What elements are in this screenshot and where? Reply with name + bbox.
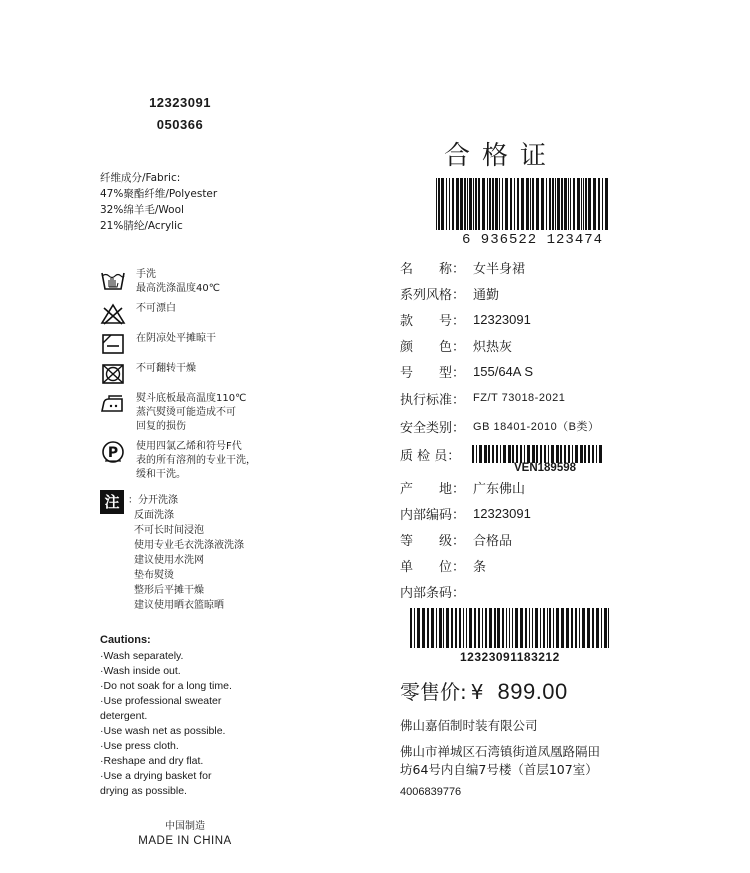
fabric-item: 21%腈纶/Acrylic — [100, 220, 183, 232]
country-of-origin — [100, 819, 270, 847]
inspector-barcode — [472, 445, 602, 463]
barcode-bar — [495, 178, 498, 230]
barcode-bar — [555, 178, 556, 230]
caution-item: ·Use professional sweater — [100, 695, 222, 707]
product-code: 12323091 — [149, 95, 211, 110]
product-info — [400, 254, 730, 604]
barcode-bar — [512, 445, 514, 463]
care-text: 手洗 最高洗涤温度40℃ — [136, 269, 220, 294]
field-value: 条 — [473, 558, 487, 574]
barcode-bar — [583, 178, 584, 230]
field-label: 内部条码： — [400, 585, 466, 601]
iron-medium-icon — [100, 392, 126, 416]
barcode-bar — [487, 178, 488, 230]
barcode-bar — [532, 178, 534, 230]
barcode-bar — [417, 608, 420, 648]
field-internal-code — [400, 500, 730, 526]
note-badge-icon: 注 — [100, 490, 124, 514]
barcode-bar — [449, 178, 450, 230]
barcode-bar — [599, 445, 602, 463]
barcode-bar — [520, 445, 522, 463]
barcode-bar — [467, 178, 468, 230]
barcode-bar — [520, 608, 523, 648]
barcode-bar — [556, 445, 559, 463]
barcode-bar — [570, 178, 571, 230]
caution-item: detergent. — [100, 710, 148, 722]
barcode-bar — [464, 178, 466, 230]
barcode-bar — [571, 608, 573, 648]
care-row — [100, 268, 360, 296]
barcode-bar — [488, 445, 490, 463]
company-address: 佛山市禅城区石湾镇街道凤凰路隔田 — [400, 744, 601, 759]
notes-list — [128, 490, 244, 613]
price-label: 零售价: — [400, 680, 467, 704]
cautions-title: Cautions: — [100, 634, 151, 646]
barcode-bar — [427, 608, 429, 648]
barcode-bar — [577, 178, 580, 230]
caution-item: ·Wash separately. — [100, 650, 184, 662]
barcode-bar — [474, 608, 476, 648]
barcode-bar — [526, 178, 529, 230]
field-label: 质 检 员： — [400, 448, 461, 464]
barcode-bar — [551, 445, 554, 463]
field-value: 12323091 — [473, 505, 531, 521]
hand-wash-icon — [100, 268, 126, 292]
barcode-bar — [439, 608, 442, 648]
fabric-header: 纤维成分/Fabric: — [100, 172, 181, 184]
barcode-bar — [443, 608, 444, 648]
barcode-bar — [446, 608, 449, 648]
barcode-bar — [478, 178, 480, 230]
retail-price — [400, 676, 730, 705]
barcode-bar — [492, 445, 494, 463]
barcode-bar — [446, 178, 447, 230]
barcode-bar — [479, 445, 482, 463]
barcode-bar — [587, 608, 590, 648]
no-tumble-dry-icon — [100, 362, 126, 386]
note-item: 建议使用水洗网 — [134, 555, 204, 566]
barcode-bar — [564, 445, 566, 463]
field-name — [400, 254, 730, 280]
care-text: 在阴凉处平摊晾干 — [136, 333, 216, 344]
barcode-bar — [601, 608, 602, 648]
barcode-bar — [472, 445, 474, 463]
barcode-bar — [459, 608, 461, 648]
barcode-bar — [506, 608, 507, 648]
barcode-bar — [604, 608, 607, 648]
field-unit — [400, 552, 730, 578]
barcode-bar — [438, 178, 440, 230]
professional-dry-clean-icon — [100, 440, 126, 464]
cautions — [100, 633, 360, 799]
price-amount: 899.00 — [497, 679, 568, 704]
field-internal-barcode — [400, 578, 730, 604]
company-address: 坊64号内自编7号楼（首层107室） — [400, 762, 598, 777]
dry-flat-shade-icon — [100, 332, 126, 356]
barcode-bar — [543, 608, 545, 648]
note-item: 整形后平摊干燥 — [134, 585, 204, 596]
barcode-bar — [540, 608, 541, 648]
barcode-bar — [541, 178, 544, 230]
field-value: 广东佛山 — [473, 480, 526, 496]
certificate-tag — [400, 136, 730, 801]
barcode-bar — [584, 445, 586, 463]
barcode-bar — [485, 608, 487, 648]
caution-item: ·Wash inside out. — [100, 665, 181, 677]
barcode-bar — [436, 608, 437, 648]
barcode-bar — [536, 445, 538, 463]
field-label: 系列风格： — [400, 287, 466, 303]
barcode-bar — [463, 608, 464, 648]
barcode-bar — [575, 608, 577, 648]
field-safety — [400, 412, 730, 440]
barcode-bar — [592, 445, 594, 463]
internal-barcode-digits: 12323091183212 — [460, 650, 560, 664]
barcode-bar — [580, 445, 583, 463]
barcode-bar — [602, 178, 603, 230]
currency-symbol: ¥ — [470, 680, 484, 704]
note-item: ：分开洗涤 — [128, 495, 178, 506]
barcode-bar — [529, 608, 530, 648]
field-label: 号 型： — [400, 365, 466, 381]
barcode-bar — [512, 608, 513, 648]
field-label: 单 位： — [400, 559, 466, 575]
barcode-bar — [560, 445, 562, 463]
barcode-bar — [581, 178, 582, 230]
barcode-bar — [431, 608, 434, 648]
field-origin — [400, 474, 730, 500]
barcode-bar — [515, 608, 518, 648]
barcode-bar — [564, 178, 567, 230]
field-value: 155/64A S — [473, 363, 534, 379]
barcode-bar — [508, 445, 511, 463]
care-text: 不可翻转干燥 — [136, 363, 196, 374]
barcode-bar — [527, 445, 530, 463]
field-value: 通勤 — [473, 286, 500, 302]
barcode-bar — [596, 608, 599, 648]
field-value: 女半身裙 — [473, 260, 526, 276]
barcode-bar — [496, 445, 498, 463]
field-label: 执行标准： — [400, 392, 466, 408]
note-item: 不可长时间浸泡 — [134, 525, 204, 536]
barcode-bar — [546, 178, 547, 230]
barcode-bar — [514, 178, 515, 230]
ean-barcode — [436, 178, 730, 248]
field-color — [400, 332, 730, 358]
field-label: 产 地： — [400, 481, 466, 497]
barcode-bar — [568, 178, 569, 230]
barcode-bar — [502, 608, 504, 648]
barcode-bar — [596, 445, 597, 463]
internal-barcode-bars — [410, 608, 610, 648]
barcode-bar — [566, 608, 569, 648]
note-item: 反面洗涤 — [134, 510, 174, 521]
barcode-bar — [608, 608, 609, 648]
barcode-bar — [510, 178, 512, 230]
barcode-bar — [568, 445, 570, 463]
ean-barcode-digits: 6 936522 123474 — [462, 232, 604, 248]
barcode-bar — [516, 445, 518, 463]
care-text: 不可漂白 — [136, 303, 176, 314]
company-phone: 4006839776 — [400, 786, 462, 798]
barcode-bar — [499, 178, 500, 230]
origin-cn: 中国制造 — [165, 821, 205, 832]
no-bleach-icon — [100, 302, 126, 326]
barcode-bar — [521, 178, 524, 230]
company-info — [400, 717, 730, 801]
barcode-bar — [500, 445, 501, 463]
barcode-bar — [473, 178, 474, 230]
field-label: 安全类别： — [400, 420, 466, 436]
barcode-bar — [451, 608, 453, 648]
field-value: 12323091 — [473, 311, 531, 327]
barcode-bar — [573, 178, 575, 230]
field-label: 颜 色： — [400, 339, 466, 355]
barcode-bar — [561, 608, 564, 648]
barcode-bar — [484, 445, 487, 463]
field-label: 等 级： — [400, 533, 466, 549]
barcode-bar — [593, 178, 596, 230]
field-standard — [400, 384, 730, 412]
barcode-bar — [547, 608, 548, 648]
barcode-bar — [525, 608, 527, 648]
care-row — [100, 332, 360, 356]
barcode-bar — [505, 178, 508, 230]
barcode-bar — [575, 445, 578, 463]
barcode-bar — [509, 608, 510, 648]
barcode-bar — [535, 608, 538, 648]
ean-barcode-bars — [436, 178, 608, 230]
field-grade — [400, 526, 730, 552]
care-text: 熨斗底板最高温度110℃ 蒸汽熨烫可能造成不可 回复的损伤 — [136, 393, 247, 432]
barcode-bar — [410, 608, 412, 648]
inspector-code: VEN189598 — [514, 462, 577, 474]
barcode-bar — [414, 608, 415, 648]
barcode-bar — [592, 608, 594, 648]
field-style-no — [400, 306, 730, 332]
barcode-bar — [552, 178, 554, 230]
svg-text:P: P — [107, 445, 119, 461]
field-label: 内部编码： — [400, 507, 466, 523]
origin-en: MADE IN CHINA — [138, 835, 232, 847]
care-label — [100, 92, 360, 847]
barcode-bar — [460, 178, 463, 230]
field-label: 款 号： — [400, 313, 466, 329]
care-row — [100, 302, 360, 326]
fabric-item: 32%绵羊毛/Wool — [100, 204, 184, 216]
care-text: 使用四氯乙烯和符号F代 表的所有溶剂的专业干洗， 缓和干洗。 — [136, 441, 256, 480]
care-instructions — [100, 268, 360, 482]
caution-item: ·Use wash net as possible. — [100, 725, 226, 737]
barcode-bar — [469, 178, 472, 230]
barcode-bar — [579, 608, 580, 648]
barcode-bar — [502, 178, 503, 230]
barcode-bar — [544, 445, 546, 463]
field-value: 合格品 — [473, 532, 513, 548]
barcode-bar — [532, 608, 533, 648]
barcode-bar — [582, 608, 585, 648]
barcode-bar — [422, 608, 425, 648]
barcode-bar — [532, 445, 535, 463]
barcode-bar — [489, 608, 492, 648]
barcode-bar — [478, 608, 480, 648]
batch-code: 050366 — [156, 117, 204, 132]
barcode-bar — [572, 445, 573, 463]
field-label: 名 称： — [400, 261, 466, 277]
barcode-bar — [475, 178, 477, 230]
field-series — [400, 280, 730, 306]
caution-item: drying as possible. — [100, 785, 187, 797]
barcode-bar — [489, 178, 491, 230]
barcode-bar — [561, 178, 563, 230]
barcode-bar — [452, 178, 454, 230]
internal-barcode — [410, 608, 730, 664]
barcode-bar — [530, 178, 531, 230]
barcode-bar — [456, 178, 459, 230]
barcode-bar — [494, 608, 496, 648]
note-item: 使用专业毛衣洗涤液洗涤 — [134, 540, 244, 551]
certificate-title: 合格证 — [444, 141, 559, 171]
barcode-bar — [553, 608, 554, 648]
note-item: 垫布熨烫 — [134, 570, 174, 581]
care-row — [100, 440, 360, 482]
fabric-composition — [100, 170, 360, 234]
barcode-bar — [540, 445, 542, 463]
barcode-bar — [476, 445, 477, 463]
barcode-bar — [556, 608, 559, 648]
barcode-bar — [549, 608, 551, 648]
barcode-bar — [549, 178, 551, 230]
barcode-bar — [436, 178, 437, 230]
barcode-bar — [482, 178, 485, 230]
barcode-bar — [492, 178, 494, 230]
care-row — [100, 362, 360, 386]
field-value: GB 18401-2010（B类） — [473, 421, 600, 433]
barcode-bar — [605, 178, 608, 230]
company-name: 佛山嘉佰制时装有限公司 — [400, 718, 538, 733]
field-value: FZ/T 73018-2021 — [473, 392, 566, 404]
fabric-item: 47%聚酯纤维/Polyester — [100, 188, 218, 200]
barcode-bar — [524, 445, 525, 463]
label-codes — [100, 92, 260, 136]
barcode-bar — [536, 178, 539, 230]
barcode-bar — [548, 445, 549, 463]
caution-item: ·Use press cloth. — [100, 740, 179, 752]
caution-item: ·Use a drying basket for — [100, 770, 212, 782]
barcode-bar — [441, 178, 444, 230]
barcode-bar — [469, 608, 472, 648]
barcode-bar — [588, 178, 591, 230]
note-item: 建议使用晒衣篮晾晒 — [134, 600, 224, 611]
washing-notes — [100, 490, 360, 613]
barcode-bar — [503, 445, 506, 463]
barcode-bar — [455, 608, 457, 648]
barcode-bar — [482, 608, 483, 648]
barcode-bar — [466, 608, 467, 648]
barcode-bar — [557, 178, 560, 230]
barcode-bar — [598, 178, 600, 230]
barcode-bar — [585, 178, 587, 230]
care-row — [100, 392, 360, 434]
caution-item: ·Do not soak for a long time. — [100, 680, 232, 692]
barcode-bar — [517, 178, 519, 230]
field-value: 炽热灰 — [473, 338, 513, 354]
barcode-bar — [497, 608, 500, 648]
barcode-bar — [588, 445, 590, 463]
caution-item: ·Reshape and dry flat. — [100, 755, 204, 767]
field-size — [400, 358, 730, 384]
